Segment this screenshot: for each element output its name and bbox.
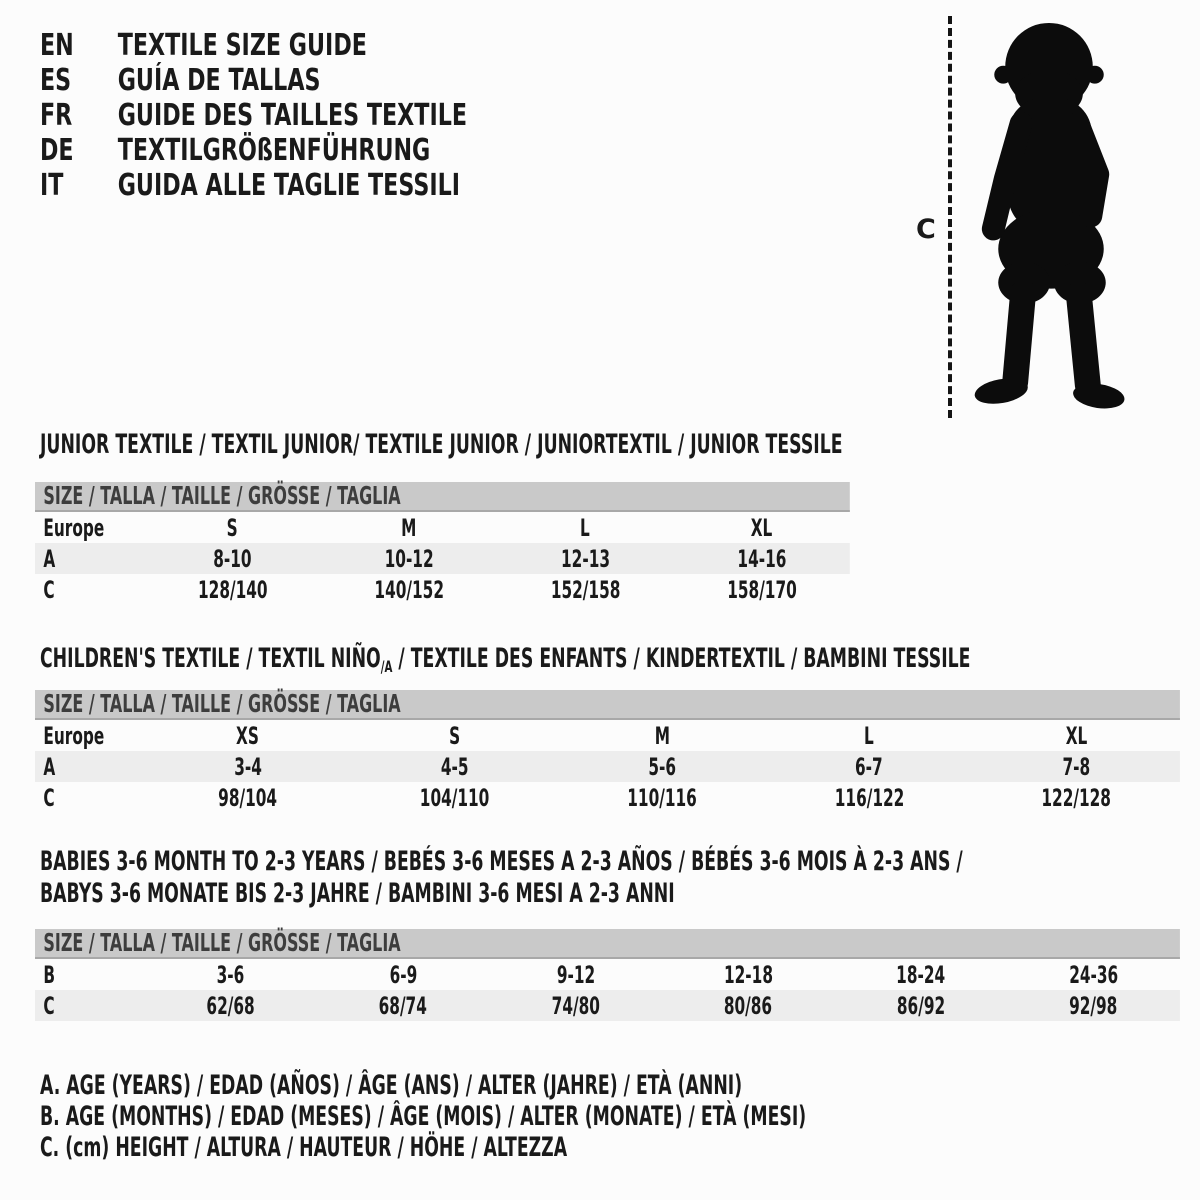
table-cell: 74/80	[551, 991, 600, 1020]
table-cell: M	[654, 721, 670, 750]
table-cell: S	[449, 721, 461, 750]
table-row-months	[35, 959, 1180, 990]
table-cell: 152/158	[550, 575, 620, 604]
table-cell: 104/110	[420, 783, 490, 812]
row-label: C	[43, 575, 55, 604]
size-table-children	[35, 690, 1180, 813]
size-header-band	[35, 690, 1180, 720]
table-cell: 3-6	[216, 960, 245, 989]
height-measure-label: C	[916, 214, 936, 245]
lang-row-en	[40, 28, 467, 63]
table-cell: 18-24	[896, 960, 946, 989]
table-cell: M	[401, 513, 417, 542]
table-cell: 8-10	[213, 544, 252, 573]
table-cell: 4-5	[441, 752, 469, 781]
lang-row-es	[40, 63, 467, 98]
lang-code: DE	[40, 133, 74, 168]
lang-code: FR	[40, 98, 73, 133]
table-cell: 24-36	[1069, 960, 1119, 989]
table-cell: 10-12	[384, 544, 434, 573]
table-cell: 80/86	[724, 991, 773, 1020]
lang-title: TEXTILGRÖßENFÜHRUNG	[117, 133, 431, 168]
size-table-junior	[35, 482, 850, 605]
height-measure-line	[948, 16, 952, 418]
row-label: B	[43, 960, 56, 989]
size-header-text: SIZE / TALLA / TAILLE / GRÖSSE / TAGLIA	[43, 928, 401, 957]
section-title-text: CHILDREN'S TEXTILE / TEXTIL NIÑO	[40, 643, 381, 674]
table-cell: 98/104	[218, 783, 278, 812]
section-title-text: JUNIOR TEXTILE / TEXTIL JUNIOR/ TEXTILE JUNIOR / JUNIORTEXTIL / JUNIOR TESSILE	[40, 429, 843, 460]
table-cell: 7-8	[1062, 752, 1091, 781]
language-title-list	[40, 28, 617, 203]
lang-title: GUIDE DES TAILLES TEXTILE	[117, 98, 468, 133]
table-cell: L	[864, 721, 875, 750]
table-cell: 158/170	[726, 575, 797, 604]
table-cell: 12-13	[560, 544, 610, 573]
table-cell: 12-18	[723, 960, 773, 989]
size-header-text: SIZE / TALLA / TAILLE / GRÖSSE / TAGLIA	[43, 481, 401, 510]
table-cell: 140/152	[374, 575, 444, 604]
table-cell: L	[580, 513, 591, 542]
size-header-band	[35, 929, 1180, 959]
table-cell: 3-4	[233, 752, 262, 781]
size-header-text: SIZE / TALLA / TAILLE / GRÖSSE / TAGLIA	[43, 689, 401, 718]
lang-code: EN	[40, 28, 74, 63]
table-row-age	[35, 543, 850, 574]
section-title-junior	[40, 429, 843, 461]
table-cell: XL	[1065, 721, 1088, 750]
table-row-europe	[35, 720, 1180, 751]
table-cell: 5-6	[648, 752, 676, 781]
table-cell: 110/116	[627, 783, 697, 812]
table-cell: 62/68	[206, 991, 255, 1020]
lang-code: IT	[40, 168, 64, 203]
table-cell: 9-12	[556, 960, 595, 989]
section-title-children	[40, 643, 970, 683]
table-cell: 68/74	[379, 991, 428, 1020]
lang-row-fr	[40, 98, 467, 133]
lang-code: ES	[40, 63, 72, 98]
row-label: C	[43, 783, 55, 812]
row-label: A	[43, 752, 56, 781]
lang-row-de	[40, 133, 467, 168]
lang-title: GUIDA ALLE TAGLIE TESSILI	[117, 168, 460, 203]
table-cell: XL	[750, 513, 773, 542]
section-title-subscript: /A	[380, 657, 393, 676]
table-cell: XS	[236, 721, 260, 750]
legend-line-b: B. AGE (MONTHS) / EDAD (MESES) / ÂGE (MOIS) / ALTER (MONATE) / ETÀ (MESI)	[40, 1101, 807, 1132]
table-cell: 116/122	[834, 783, 904, 812]
table-cell: 86/92	[896, 991, 946, 1020]
legend-line-c: C. (cm) HEIGHT / ALTURA / HAUTEUR / HÖHE / ALTEZZA	[40, 1132, 568, 1163]
table-row-age	[35, 751, 1180, 782]
legend-line-a: A. AGE (YEARS) / EDAD (AÑOS) / ÂGE (ANS) / ALTER (JAHRE) / ETÀ (ANNI)	[40, 1070, 743, 1101]
measurement-legend	[40, 1070, 1200, 1163]
lang-title: GUÍA DE TALLAS	[117, 63, 321, 98]
row-label: Europe	[43, 513, 105, 542]
size-header-band	[35, 482, 850, 512]
table-cell: 6-7	[855, 752, 884, 781]
section-title-line2: BABYS 3-6 MONATE BIS 2-3 JAHRE / BAMBINI 3-6 MESI A 2-3 ANNI	[40, 878, 675, 909]
size-table-babies	[35, 929, 1180, 1021]
toddler-silhouette-icon	[960, 12, 1142, 420]
row-label: A	[43, 544, 56, 573]
row-label: Europe	[43, 721, 105, 750]
table-cell: 128/140	[197, 575, 268, 604]
section-title-line1: BABIES 3-6 MONTH TO 2-3 YEARS / BEBÉS 3-6 MESES A 2-3 AÑOS / BÉBÉS 3-6 MOIS À 2-3 ANS /	[40, 846, 963, 877]
lang-title: TEXTILE SIZE GUIDE	[117, 28, 367, 63]
table-row-height	[35, 782, 1180, 813]
table-row-height	[35, 990, 1180, 1021]
table-cell: 92/98	[1069, 991, 1118, 1020]
lang-row-it	[40, 168, 467, 203]
table-row-europe	[35, 512, 850, 543]
row-label: C	[43, 991, 55, 1020]
table-cell: S	[226, 513, 238, 542]
section-title-text: / TEXTILE DES ENFANTS / KINDERTEXTIL / BAMBINI TESSILE	[392, 643, 971, 674]
table-row-height	[35, 574, 850, 605]
table-cell: 6-9	[389, 960, 417, 989]
table-cell: 122/128	[1041, 783, 1112, 812]
table-cell: 14-16	[737, 544, 787, 573]
section-title-babies	[40, 846, 963, 910]
